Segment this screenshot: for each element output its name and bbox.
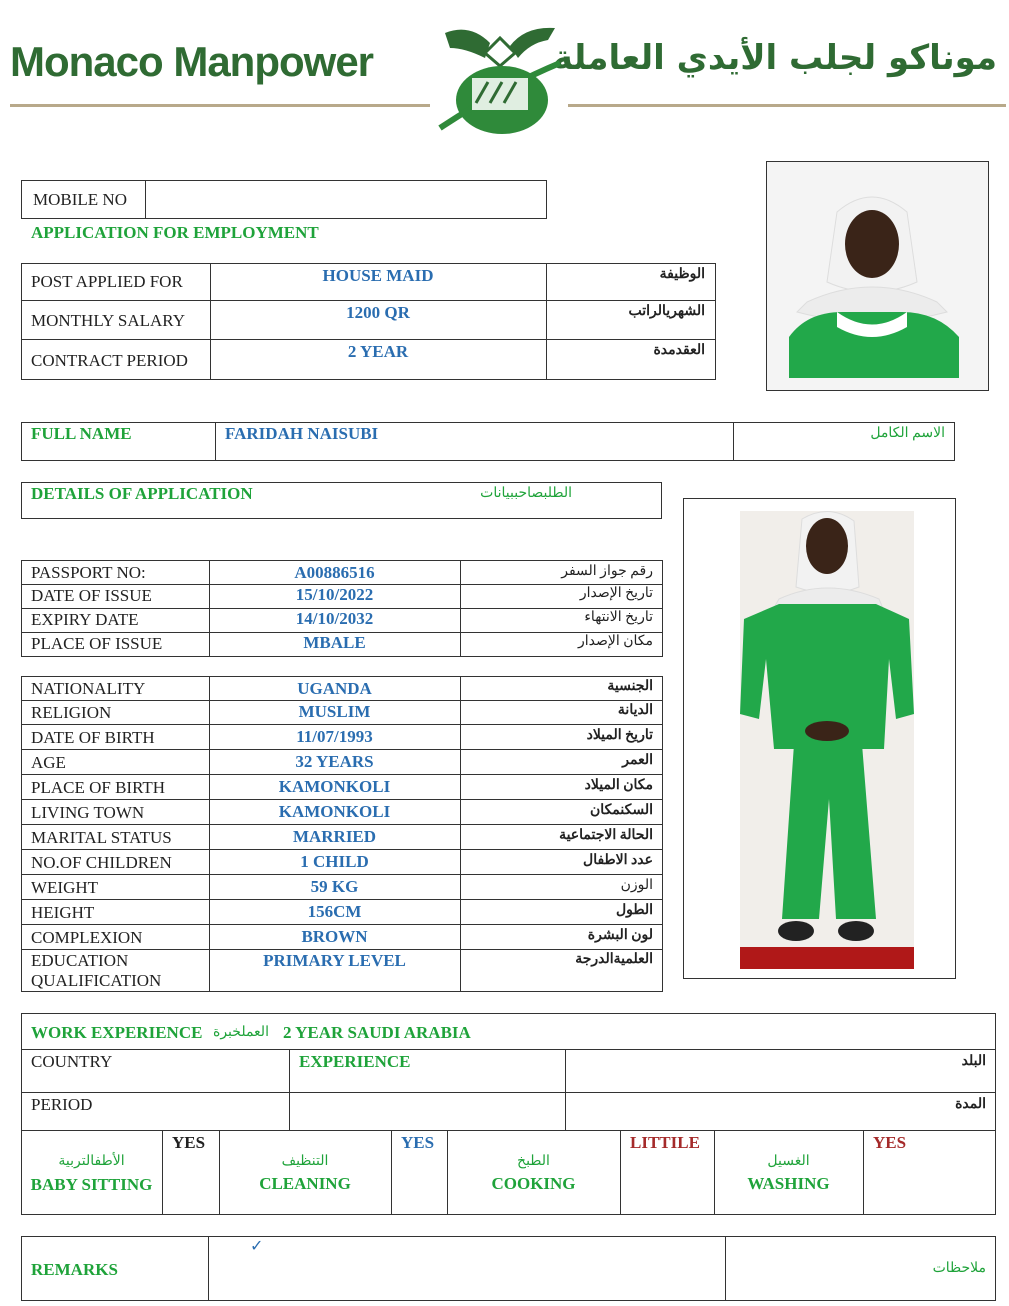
salary-ar: الشهريالراتب (628, 304, 705, 319)
post-label: POST APPLIED FOR (31, 272, 183, 291)
details-ar: الطلبصاحببيانات (480, 486, 572, 501)
pob-ar: مكان الميلاد (584, 778, 653, 793)
full-name-value: FARIDAH NAISUBI (225, 424, 379, 443)
place-issue-ar: مكان الإصدار (577, 634, 653, 649)
marital-ar: الحالة الاجتماعية (559, 828, 653, 843)
living-town-label: LIVING TOWN (31, 803, 145, 822)
place-issue-label: PLACE OF ISSUE (31, 634, 163, 653)
expiry-date-value: 14/10/2032 (295, 609, 374, 628)
age-label: AGE (31, 753, 66, 772)
religion-label: RELIGION (31, 703, 112, 722)
education-label: EDUCATION QUALIFICATION (31, 951, 162, 990)
period-ar: المدة (955, 1097, 986, 1112)
post-ar: الوظيفة (659, 267, 705, 282)
dob-value: 11/07/1993 (296, 727, 373, 746)
full-name-ar: الاسم الكامل (870, 426, 945, 441)
header-rule-right (568, 104, 1006, 107)
mobile-label: MOBILE NO (33, 190, 127, 209)
skill-washing-ar: الغسيل (767, 1154, 810, 1169)
height-label: HEIGHT (31, 903, 95, 922)
work-title: WORK EXPERIENCE (31, 1023, 203, 1042)
skill-baby-level: YES (172, 1133, 206, 1152)
period-label: PERIOD (31, 1095, 93, 1114)
skill-baby-en: BABY SITTING (30, 1175, 153, 1194)
education-ar: العلميةالدرجة (575, 952, 653, 967)
weight-value: 59 KG (310, 877, 359, 896)
complexion-ar: لون البشرة (587, 928, 653, 943)
skill-cleaning-level: YES (401, 1133, 435, 1152)
skill-cooking-en: COOKING (491, 1174, 576, 1193)
issue-date-ar: تاريخ الإصدار (579, 586, 653, 601)
education-value: PRIMARY LEVEL (263, 951, 406, 970)
living-town-value: KAMONKOLI (278, 802, 391, 821)
post-value: HOUSE MAID (322, 266, 434, 285)
skill-washing-en: WASHING (747, 1174, 830, 1193)
living-town-ar: السكنمكان (590, 803, 653, 818)
age-ar: العمر (622, 753, 653, 768)
dob-ar: تاريخ الميلاد (586, 728, 653, 743)
full-body-photo (683, 498, 956, 979)
issue-date-value: 15/10/2022 (295, 585, 374, 604)
nationality-label: NATIONALITY (31, 679, 146, 698)
remarks-ar: ملاحظات (932, 1261, 986, 1276)
height-ar: الطول (615, 903, 653, 918)
company-name-en: Monaco Manpower (10, 38, 374, 85)
salary-value: 1200 QR (346, 303, 410, 322)
complexion-label: COMPLEXION (31, 928, 143, 947)
complexion-value: BROWN (301, 927, 368, 946)
age-value: 32 YEARS (295, 752, 374, 771)
full-name-label: FULL NAME (31, 424, 132, 443)
work-value: 2 YEAR SAUDI ARABIA (283, 1023, 471, 1042)
expiry-date-ar: تاريخ الانتهاء (584, 610, 653, 625)
work-title-ar: العملخبرة (213, 1025, 269, 1040)
children-value: 1 CHILD (300, 852, 369, 871)
dob-label: DATE OF BIRTH (31, 728, 155, 747)
place-issue-value: MBALE (303, 633, 366, 652)
country-label: COUNTRY (31, 1052, 113, 1071)
skill-cleaning-en: CLEANING (259, 1174, 351, 1193)
skill-cooking-ar: الطبخ (517, 1154, 550, 1169)
company-name-ar: موناكو لجلب الأيدي العاملة (552, 38, 997, 78)
issue-date-label: DATE OF ISSUE (31, 586, 152, 605)
pob-value: KAMONKOLI (278, 777, 391, 796)
expiry-date-label: EXPIRY DATE (31, 610, 139, 629)
passport-no-label: PASSPORT NO: (31, 563, 146, 582)
portrait-photo (766, 161, 989, 391)
weight-ar: الوزن (620, 878, 653, 893)
nationality-ar: الجنسية (607, 679, 653, 694)
country-ar: البلد (961, 1054, 986, 1069)
experience-label: EXPERIENCE (299, 1052, 411, 1071)
remarks-check-icon: ✓ (250, 1238, 264, 1255)
contract-value: 2 YEAR (347, 342, 409, 361)
marital-value: MARRIED (292, 827, 377, 846)
contract-label: CONTRACT PERIOD (31, 351, 188, 370)
remarks-label: REMARKS (31, 1260, 118, 1279)
weight-label: WEIGHT (31, 878, 99, 897)
skill-cleaning-ar: التنظيف (281, 1154, 329, 1169)
contract-ar: العقدمدة (653, 343, 705, 358)
section-title: APPLICATION FOR EMPLOYMENT (31, 223, 319, 242)
header-rule-left (10, 104, 430, 107)
religion-ar: الديانة (617, 703, 653, 718)
company-logo-icon (430, 18, 570, 140)
skill-baby-ar: الأطفالتربية (58, 1154, 125, 1169)
passport-no-value: A00886516 (294, 563, 375, 582)
children-ar: عدد الاطفال (583, 853, 653, 868)
children-label: NO.OF CHILDREN (31, 853, 172, 872)
skill-cooking-level: LITTILE (630, 1133, 700, 1152)
marital-label: MARITAL STATUS (31, 828, 172, 847)
details-label: DETAILS OF APPLICATION (31, 484, 253, 503)
pob-label: PLACE OF BIRTH (31, 778, 166, 797)
height-value: 156CM (307, 902, 362, 921)
skills-table (21, 1130, 996, 1215)
passport-no-ar: رقم جواز السفر (561, 564, 653, 579)
nationality-value: UGANDA (297, 679, 372, 698)
religion-value: MUSLIM (298, 702, 371, 721)
skill-washing-level: YES (873, 1133, 907, 1152)
salary-label: MONTHLY SALARY (31, 311, 185, 330)
